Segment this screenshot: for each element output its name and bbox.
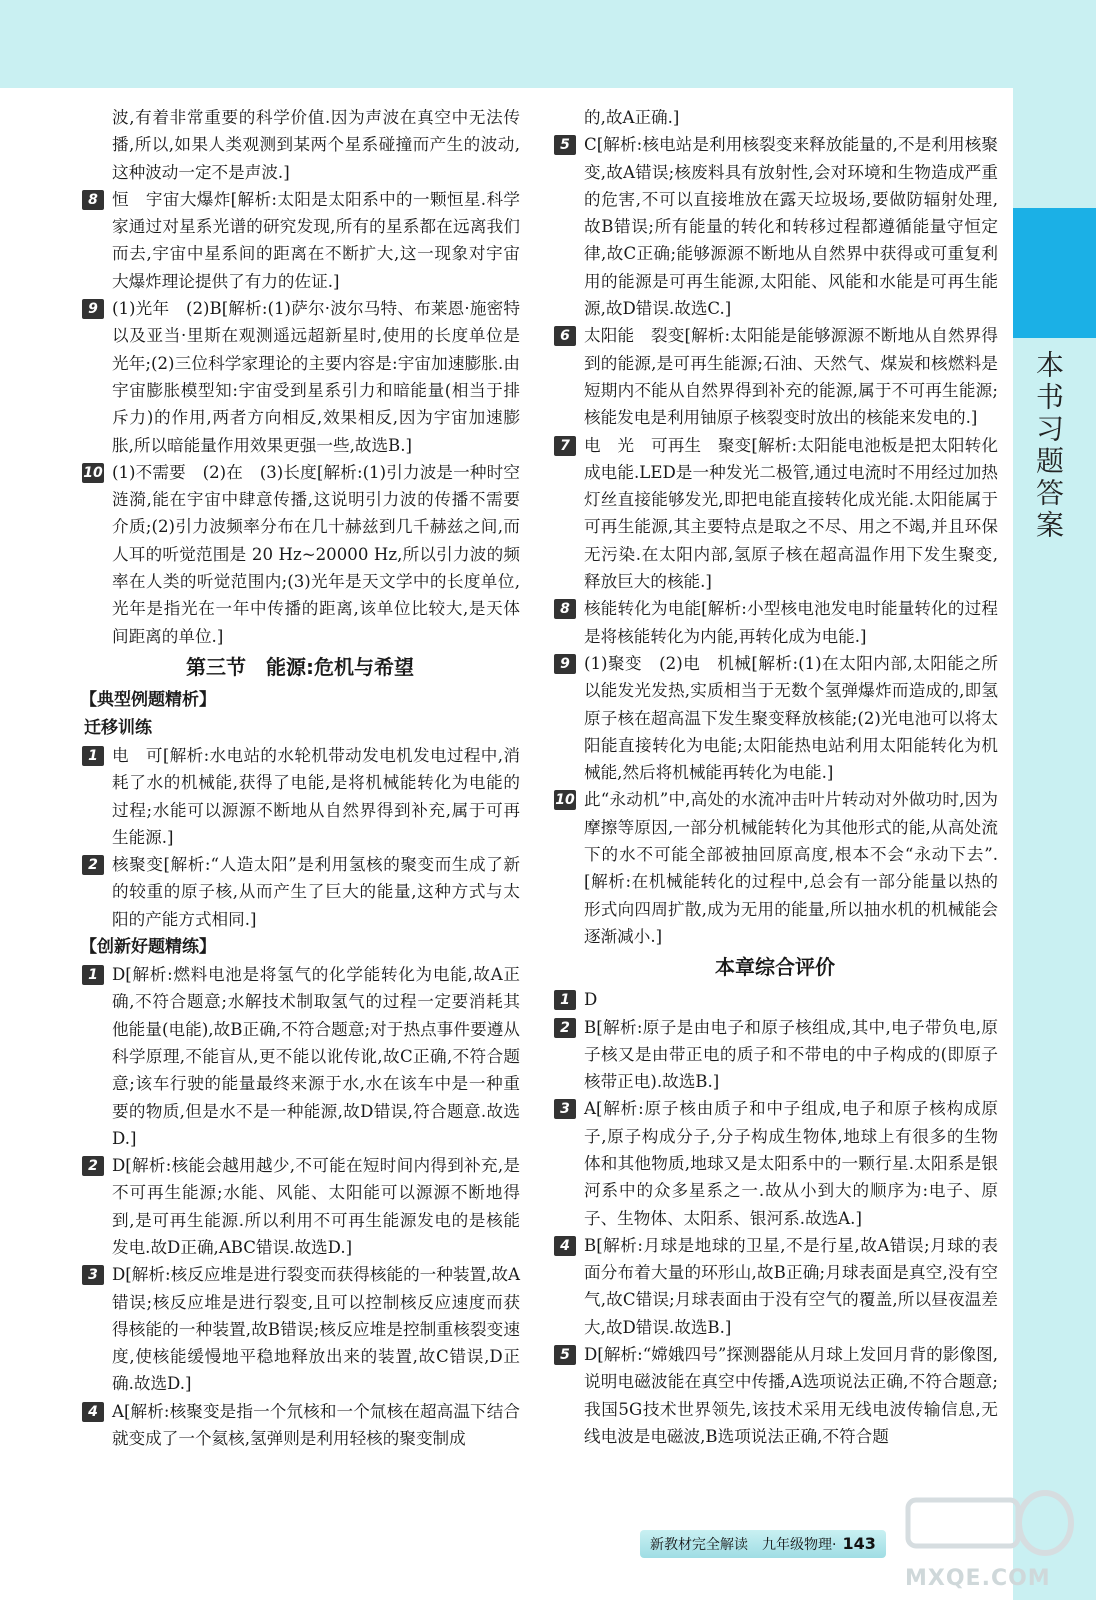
answer-text: C[解析:核电站是利用核裂变来释放能量的,不是利用核聚变,故A错误;核废料具有放射性,会对环境和生物造成严重的危害,不可以直接堆放在露天垃圾场,要做防辐射处理,故B错误;所有能量的转化和转移过程都遵循能量守恒定律,故C正确;能够源源不断地从自然界中获得或可重复利用的能源是可再生能源,太阳能、风能和水能是可再生能源,故D错误.故选C.] xyxy=(584,135,998,319)
side-tab-label: 本书习题答案 xyxy=(1032,350,1065,542)
question-number-badge: 10 xyxy=(555,792,575,809)
answer-text: 电 光 可再生 聚变[解析:太阳能电池板是把太阳转化成电能.LED是一种发光二极管,通过电流时不用经过加热灯丝直接能够发光,即把电能直接转化成光能.太阳能属于可再生能源,其主要特点是取之不尽、用之不竭,并且环保无污染.在太阳内部,氢原子核在超高温作用下发生聚变,释放巨大的核能.] xyxy=(584,435,998,592)
answer-item xyxy=(552,1095,998,1231)
answer-list xyxy=(80,186,520,650)
question-number-badge: 4 xyxy=(82,1402,104,1422)
continued-text: 的,故A正确.] xyxy=(584,108,680,127)
answer-text: 此“永动机”中,高处的水流冲击叶片转动对外做功时,因为摩擦等原因,一部分机械能转化为其他形式的能,从高处流下的水不可能全部被抽回原高度,根本不会“永动下去”.[解析:在机械能转化的过程中,总会有一部分能量以热的形式向四周扩散,成为无用的能量,所以抽水机的机械能会逐渐减小.] xyxy=(584,790,998,946)
answer-text: (1)光年 (2)B[解析:(1)萨尔·波尔马特、布莱恩·施密特以及亚当·里斯在观测遥远超新星时,使用的长度单位是光年;(2)三位科学家理论的主要内容是:宇宙加速膨胀.由宇宙膨胀模型知:宇宙受到星系引力和暗能量(相当于排斥力)的作用,两者方向相反,效果相反,因为宇宙加速膨胀,所以暗能量作用效果更强一些,故选B.] xyxy=(112,299,520,455)
question-number-badge: 2 xyxy=(82,1156,104,1176)
right-column xyxy=(552,104,998,1450)
answer-item xyxy=(552,1014,998,1096)
question-number-badge: 9 xyxy=(554,654,576,674)
subheading: 迁移训练 xyxy=(84,717,152,738)
question-number-badge: 4 xyxy=(554,1236,576,1256)
question-number-badge: 8 xyxy=(554,599,576,619)
watermark-logo-graphic xyxy=(900,1478,1075,1568)
answer-item xyxy=(80,1261,520,1397)
answer-text: (1)不需要 (2)在 (3)长度[解析:(1)引力波是一种时空涟漪,能在宇宙中肆意传播,这说明引力波的传播不需要介质;(2)引力波频率分布在几十赫兹到几千赫兹之间,而人耳的听觉范围是 20 Hz~20000 Hz,所以引力波的频率在人类的听觉范围内;(3)光年是天文学中的长度单位,光年是指光在一年中传播的距离,该单位比较大,是天体间距离的单位.] xyxy=(112,462,520,646)
answer-text: D[解析:“嫦娥四号”探测器能从月球上发回月背的影像图,说明电磁波能在真空中传播,A选项说法正确,不符合题意;我国5G技术世界领先,该技术采用无线电波传输信息,无线电波是电磁波,B选项说法正确,不符合题 xyxy=(584,1345,998,1446)
answer-list xyxy=(80,961,520,1452)
answer-item xyxy=(80,459,520,650)
question-number-badge: 1 xyxy=(554,990,576,1010)
footer-book-title: 新教材完全解读 九年级物理· xyxy=(650,1537,837,1553)
answer-item xyxy=(80,1152,520,1261)
answer-text: 核能转化为电能[解析:小型核电池发电时能量转化的过程是将核能转化为内能,再转化成为电能.] xyxy=(584,599,998,646)
answer-item xyxy=(80,295,520,459)
answer-text: 太阳能 裂变[解析:太阳能是能够源源不断地从自然界得到的能源,是可再生能源;石油、天然气、煤炭和核燃料是短期内不能从自然界得到补充的能源,属于不可再生能源;核能发电是利用铀原子核裂变时放出的核能来发电的.] xyxy=(584,326,998,428)
answer-item xyxy=(80,961,520,1152)
left-column xyxy=(80,104,520,1452)
question-number-badge: 5 xyxy=(554,135,576,155)
watermark-logo xyxy=(900,1478,1075,1568)
answer-text: A[解析:核聚变是指一个氘核和一个氚核在超高温下结合就变成了一个氦核,氢弹则是利用轻核的聚变制成 xyxy=(112,1401,520,1449)
question-number-badge: 3 xyxy=(554,1099,576,1119)
section-title: 本章综合评价 xyxy=(715,955,835,980)
answer-text: B[解析:原子是由电子和原子核组成,其中,电子带负电,原子核又是由带正电的质子和不带电的中子构成的(即原子核带正电).故选B.] xyxy=(584,1017,998,1092)
top-color-band xyxy=(0,0,1096,88)
question-number-badge: 2 xyxy=(554,1018,576,1038)
answer-item xyxy=(552,786,998,950)
answer-item xyxy=(552,131,998,322)
answer-item xyxy=(552,595,998,650)
answer-item xyxy=(80,1398,520,1453)
answer-item xyxy=(552,1232,998,1341)
answer-text: B[解析:月球是地球的卫星,不是行星,故A错误;月球的表面分布着大量的环形山,故B正确;月球表面是真空,没有空气,故C错误;月球表面由于没有空气的覆盖,所以昼夜温差大,故D错误.故选B.] xyxy=(584,1235,998,1337)
answer-text: D[解析:燃料电池是将氢气的化学能转化为电能,故A正确,不符合题意;水解技术制取氢气的过程一定要消耗其他能量(电能),故B正确,不符合题意;对于热点事件要遵从科学原理,不能盲从,更不能以讹传讹,故C正确,不符合题意;该车行驶的能量最终来源于水,水在该车中是一种重要的物质,但是水不是一种能源,故D错误,符合题意.故选D.] xyxy=(112,965,520,1148)
answer-item xyxy=(80,186,520,295)
question-number-badge: 8 xyxy=(82,190,104,210)
subheading: 【创新好题精练】 xyxy=(80,937,216,958)
answer-text: D[解析:核反应堆是进行裂变而获得核能的一种装置,故A错误;核反应堆是进行裂变,且可以控制核反应速度而获得核能的一种装置,故B错误;核反应堆是控制重核裂变速度,使核能缓慢地平稳地释放出来的装置,故C错误,D正确.故选D.] xyxy=(112,1265,520,1394)
question-number-badge: 3 xyxy=(82,1265,104,1285)
question-number-badge: 6 xyxy=(554,326,576,346)
answer-item xyxy=(552,1341,998,1450)
subheading: 【典型例题精析】 xyxy=(80,689,216,710)
question-number-badge: 10 xyxy=(83,464,103,481)
page-footer xyxy=(640,1530,886,1558)
answer-text: A[解析:原子核由质子和中子组成,电子和原子核构成原子,原子构成分子,分子构成生物体,地球上有很多的生物体和其他物质,地球又是太阳系中的一颗行星.太阳系是银河系中的众多星系之一.故从小到大的顺序为:电子、原子、生物体、太阳系、银河系.故选A.] xyxy=(584,1099,998,1228)
section-title: 第三节 能源:危机与希望 xyxy=(186,654,414,679)
answer-item xyxy=(552,322,998,431)
question-number-badge: 1 xyxy=(82,965,104,985)
answer-item xyxy=(552,432,998,596)
answer-text: 电 可[解析:水电站的水轮机带动发电机发电过程中,消耗了水的机械能,获得了电能,是将机械能转化为电能的过程;水能可以源源不断地从自然界得到补充,属于可再生能源.] xyxy=(112,745,520,847)
chapter-tab-marker xyxy=(1013,208,1096,338)
question-number-badge: 1 xyxy=(82,746,104,766)
answer-text: 核聚变[解析:“人造太阳”是利用氢核的聚变而生成了新的较重的原子核,从而产生了巨大的能量,这种方式与太阳的产能方式相同.] xyxy=(112,855,520,929)
answer-text: (1)聚变 (2)电 机械[解析:(1)在太阳内部,太阳能之所以能发光发热,实质相当于无数个氢弹爆炸而造成的,即氢原子核在超高温下发生聚变释放核能;(2)光电池可以将太阳能直接转化为电能;太阳能热电站利用太阳能转化为机械能,然后将机械能再转化为电能.] xyxy=(584,653,998,783)
answer-item xyxy=(552,986,998,1013)
question-number-badge: 7 xyxy=(554,436,576,456)
answer-list xyxy=(552,986,998,1450)
answer-item xyxy=(80,742,520,851)
answer-list xyxy=(552,131,998,950)
question-number-badge: 9 xyxy=(82,299,104,319)
answer-text: 恒 宇宙大爆炸[解析:太阳是太阳系中的一颗恒星.科学家通过对星系光谱的研究发现,所有的星系都在远离我们而去,宇宙中星系间的距离在不断扩大,这一现象对宇宙大爆炸理论提供了有力的佐证.] xyxy=(112,189,520,291)
page-number: 143 xyxy=(842,1534,876,1553)
answer-item xyxy=(552,650,998,786)
question-number-badge: 2 xyxy=(82,855,104,875)
watermark-url: MXQE.COM xyxy=(905,1566,1051,1591)
continued-text: 波,有着非常重要的科学价值.因为声波在真空中无法传播,所以,如果人类观测到某两个星系碰撞而产生的波动,这种波动一定不是声波.] xyxy=(112,108,520,182)
answer-text: D xyxy=(584,990,598,1010)
answer-list xyxy=(80,742,520,933)
answer-item xyxy=(80,851,520,933)
answer-text: D[解析:核能会越用越少,不可能在短时间内得到补充,是不可再生能源;水能、风能、太阳能可以源源不断地得到,是可再生能源.所以利用不可再生能源发电的是核能发电.故D正确,ABC错误.故选D.] xyxy=(112,1156,520,1257)
question-number-badge: 5 xyxy=(554,1345,576,1365)
